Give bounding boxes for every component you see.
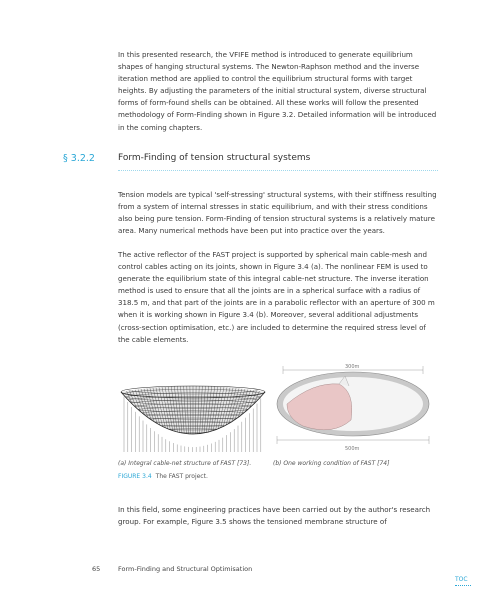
section-divider bbox=[118, 170, 438, 171]
paragraph-intro: In this presented research, the VFIFE method is introduced to generate equilibrium shapes of hanging structural systems. The Newton-Raphson method and the inverse iteration method are applied to control the equilibrium structural forms with target heights. By adjusting the parameters of the initial structural system, diverse structural forms of form-found shells can be obtained. All these works will follow the presented methodology of Form-Finding shown in Figure 3.2. Detailed information will be introduced in the coming chapters. bbox=[118, 50, 437, 132]
figure-title: The FAST project. bbox=[155, 473, 208, 480]
caption-b: (b) One working condition of FAST [74] bbox=[273, 460, 390, 467]
running-title: Form-Finding and Structural Optimisation bbox=[118, 565, 253, 573]
section-title: Form-Finding of tension structural systems bbox=[118, 153, 311, 163]
paragraph-engineering: In this field, some engineering practices have been carried out by the author's research group. For example, Figure 3.5 shows the tensioned membrane structure of bbox=[118, 505, 431, 527]
page-number: 65 bbox=[92, 565, 101, 573]
toc-divider bbox=[455, 585, 471, 586]
paragraph-tension-models: Tension models are typical 'self-stressing' structural systems, with their stiffness resulting from a system of internal stresses in static equilibrium, and with their stress conditions also being pure tension. Form-Finding of tension structural systems is a relatively mature area. Many numerical methods have been put into practice over the years. bbox=[118, 190, 437, 236]
dim-top-label: 300m bbox=[345, 364, 360, 370]
cable-net-figure bbox=[118, 378, 268, 454]
figure-label bbox=[118, 473, 208, 480]
toc-link[interactable]: TOC bbox=[455, 576, 468, 583]
paragraph-fast-reflector: The active reflector of the FAST project is supported by spherical main cable-mesh and control cables acting on its joints, shown in Figure 3.4 (a). The nonlinear FEM is used to generate the equilibrium state of this integral cable-net structure. The inverse iteration method is used to ensure that all the joints are in a spherical surface with a radius of 318.5 m, and that part of the joints are in a parabolic reflector with an aperture of 300 m when it is working shown in Figure 3.4 (b). Moreover, several additional adjustments (cross-section optimisation, etc.) are included to determine the required stress level of the cable elements. bbox=[118, 250, 435, 344]
section-number: § 3.2.2 bbox=[63, 153, 95, 164]
caption-a: (a) Integral cable-net structure of FAST [73]. bbox=[118, 460, 252, 467]
dim-bottom-label: 500m bbox=[345, 446, 360, 452]
figure-id[interactable]: FIGURE 3.4 bbox=[118, 473, 152, 480]
working-condition-figure bbox=[273, 362, 433, 457]
